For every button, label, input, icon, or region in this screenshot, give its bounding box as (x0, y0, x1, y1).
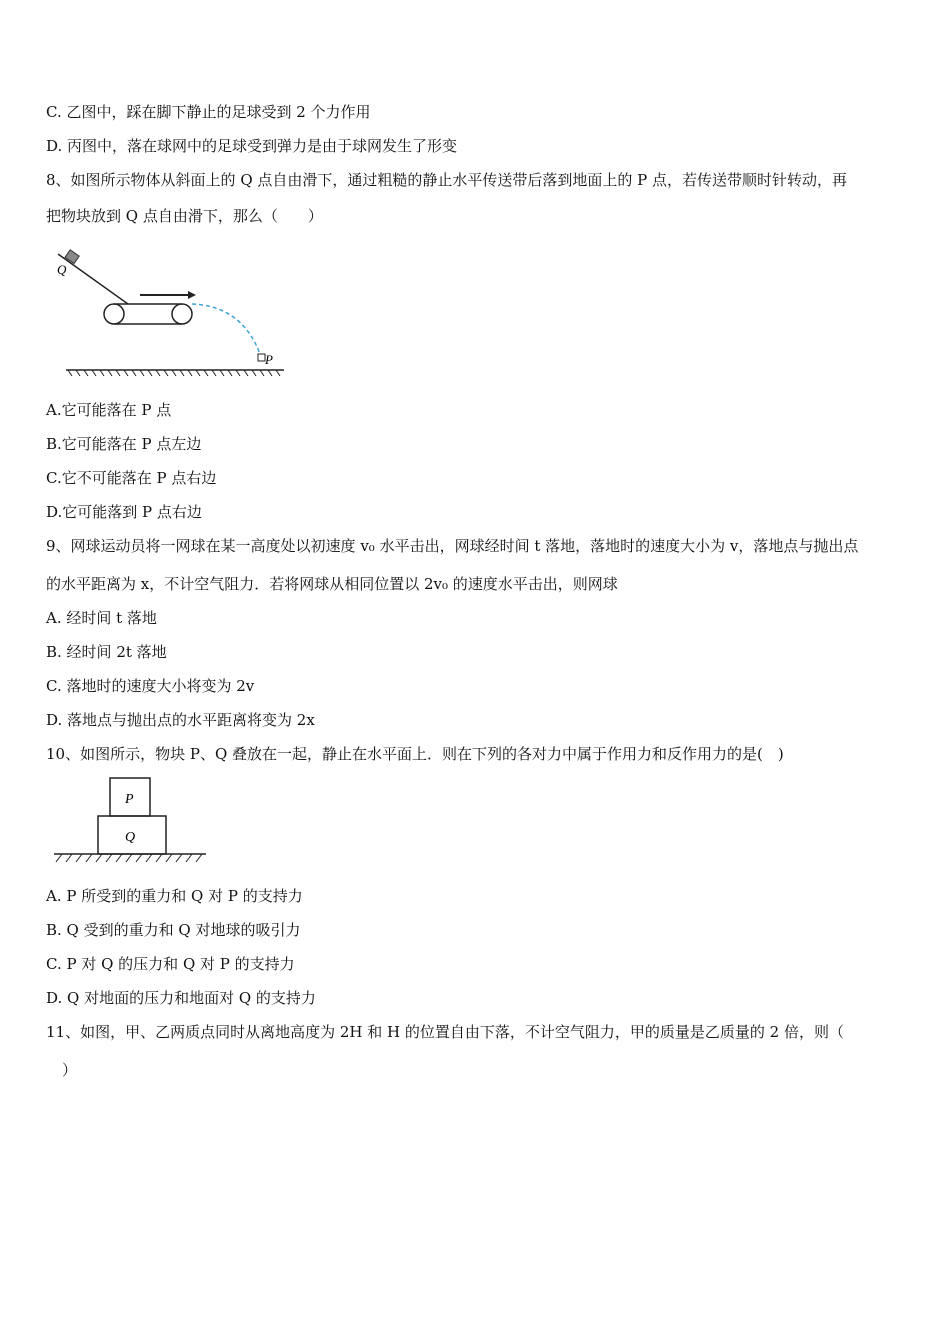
question-8-option-c: C.它不可能落在 P 点右边 (46, 469, 217, 487)
label-q: Q (57, 262, 67, 277)
figure-stacked-blocks (52, 776, 212, 870)
block-q-label: Q (125, 830, 136, 845)
question-9-option-a: A. 经时间 t 落地 (46, 609, 157, 627)
question-8-option-a: A.它可能落在 P 点 (46, 401, 172, 419)
option-c-prev: C. 乙图中，踩在脚下静止的足球受到 2 个力作用 (46, 103, 371, 121)
question-9-option-b: B. 经时间 2t 落地 (46, 643, 167, 661)
question-8-stem-line1: 8、如图所示物体从斜面上的 Q 点自由滑下，通过粗糙的静止水平传送带后落到地面上的 P 点，若传送带顺时针转动，再 (46, 171, 848, 189)
question-9-option-d: D. 落地点与抛出点的水平距离将变为 2x (46, 711, 315, 729)
question-11-stem-line1: 11、如图，甲、乙两质点同时从离地高度为 2H 和 H 的位置自由下落，不计空气阻力，甲的质量是乙质量的 2 倍，则（ (46, 1023, 844, 1041)
question-10-stem: 10、如图所示，物块 P、Q 叠放在一起，静止在水平面上．则在下列的各对力中属于作用力和反作用力的是( ) (46, 745, 784, 763)
figure-conveyor-belt (52, 248, 292, 384)
question-8-option-b: B.它可能落在 P 点左边 (46, 435, 202, 453)
question-11-stem-line2: ） (62, 1061, 78, 1079)
question-10-option-c: C. P 对 Q 的压力和 Q 对 P 的支持力 (46, 955, 295, 973)
question-9-option-c: C. 落地时的速度大小将变为 2v (46, 677, 255, 695)
question-9-stem-line2: 的水平距离为 x，不计空气阻力．若将网球从相同位置以 2v₀ 的速度水平击出，则网球 (46, 575, 618, 593)
question-8-option-d: D.它可能落到 P 点右边 (46, 503, 202, 521)
question-10-option-b: B. Q 受到的重力和 Q 对地球的吸引力 (46, 921, 301, 939)
question-9-stem-line1: 9、网球运动员将一网球在某一高度处以初速度 v₀ 水平击出，网球经时间 t 落地，落地时的速度大小为 v，落地点与抛出点 (46, 537, 859, 555)
question-10-option-d: D. Q 对地面的压力和地面对 Q 的支持力 (46, 989, 316, 1007)
question-10-option-a: A. P 所受到的重力和 Q 对 P 的支持力 (46, 887, 303, 905)
question-8-stem-line2: 把物块放到 Q 点自由滑下，那么（ ） (46, 207, 323, 225)
block-p-label: P (125, 792, 134, 807)
label-p: P (265, 352, 273, 367)
option-d-prev: D. 丙图中，落在球网中的足球受到弹力是由于球网发生了形变 (46, 137, 458, 155)
